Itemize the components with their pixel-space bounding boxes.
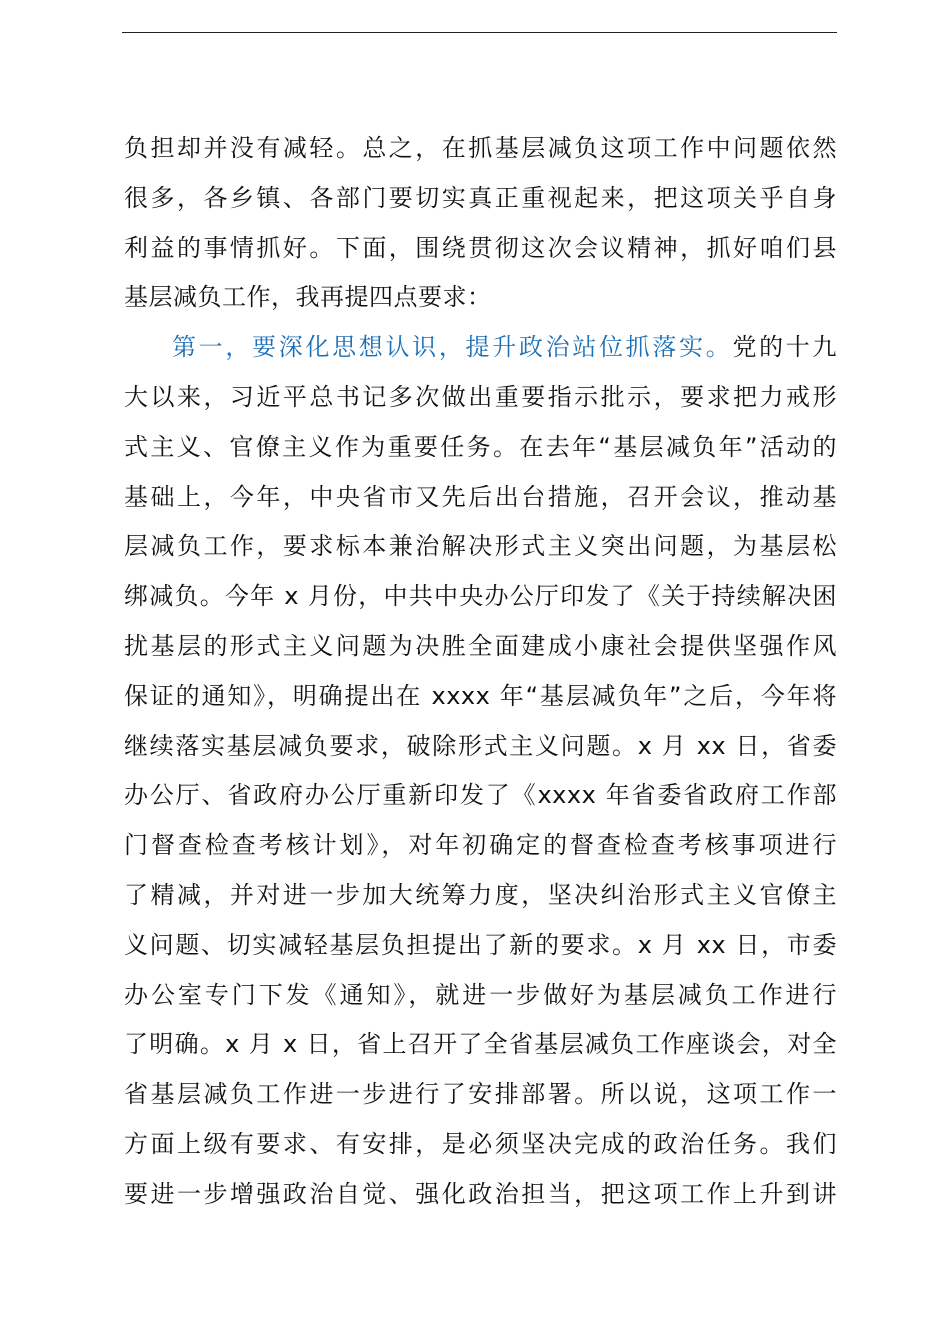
text-line-first [124,323,837,373]
text-line: 要进一步增强政治自觉、强化政治担当，把这项工作上升到讲 [124,1179,837,1208]
text-line: 绑减负。今年 x 月份，中共中央办公厅印发了《关于持续解决困 [124,582,837,611]
text-line: 继续落实基层减负要求，破除形式主义问题。x 月 xx 日，省委 [124,731,837,760]
section-heading: 第一，要深化思想认识，提升政治站位抓落实。 [172,333,733,362]
text-line: 大以来，习近平总书记多次做出重要指示批示，要求把力戒形 [124,382,837,411]
text-line: 层减负工作，要求标本兼治解决形式主义突出问题，为基层松 [124,532,837,561]
text-line: 基层减负工作，我再提四点要求： [124,283,492,312]
text-line: 式主义、官僚主义作为重要任务。在去年“基层减负年”活动的 [124,432,837,461]
text-line: 了明确。x 月 x 日，省上召开了全省基层减负工作座谈会，对全 [124,1030,837,1059]
text-line: 保证的通知》，明确提出在 xxxx 年“基层减负年”之后，今年将 [124,681,837,710]
text-line: 义问题、切实减轻基层负担提出了新的要求。x 月 xx 日，市委 [124,930,837,959]
text-line: 办公室专门下发《通知》，就进一步做好为基层减负工作进行 [124,980,837,1009]
text-line: 省基层减负工作进一步进行了安排部署。所以说，这项工作一 [124,1080,837,1109]
text-line: 门督查检查考核计划》，对年初确定的督查检查考核事项进行 [124,831,837,860]
document-body [124,124,837,1220]
text-line-continuation: 党的十九 [732,333,837,362]
paragraph-1 [124,124,837,323]
text-line: 扰基层的形式主义问题为决胜全面建成小康社会提供坚强作风 [124,631,837,660]
text-line: 利益的事情抓好。下面，围绕贯彻这次会议精神，抓好咱们县 [124,233,837,262]
text-line: 方面上级有要求、有安排，是必须坚决完成的政治任务。我们 [124,1129,837,1158]
text-line: 办公厅、省政府办公厅重新印发了《xxxx 年省委省政府工作部 [124,781,837,810]
text-line: 了精减，并对进一步加大统筹力度，坚决纠治形式主义官僚主 [124,880,837,909]
text-line: 基础上，今年，中央省市又先后出台措施，召开会议，推动基 [124,482,837,511]
header-rule [122,32,837,33]
text-line: 负担却并没有减轻。总之，在抓基层减负这项工作中问题依然 [124,134,837,162]
text-line: 很多，各乡镇、各部门要切实真正重视起来，把这项关乎自身 [124,183,837,212]
paragraph-2 [124,323,837,1219]
